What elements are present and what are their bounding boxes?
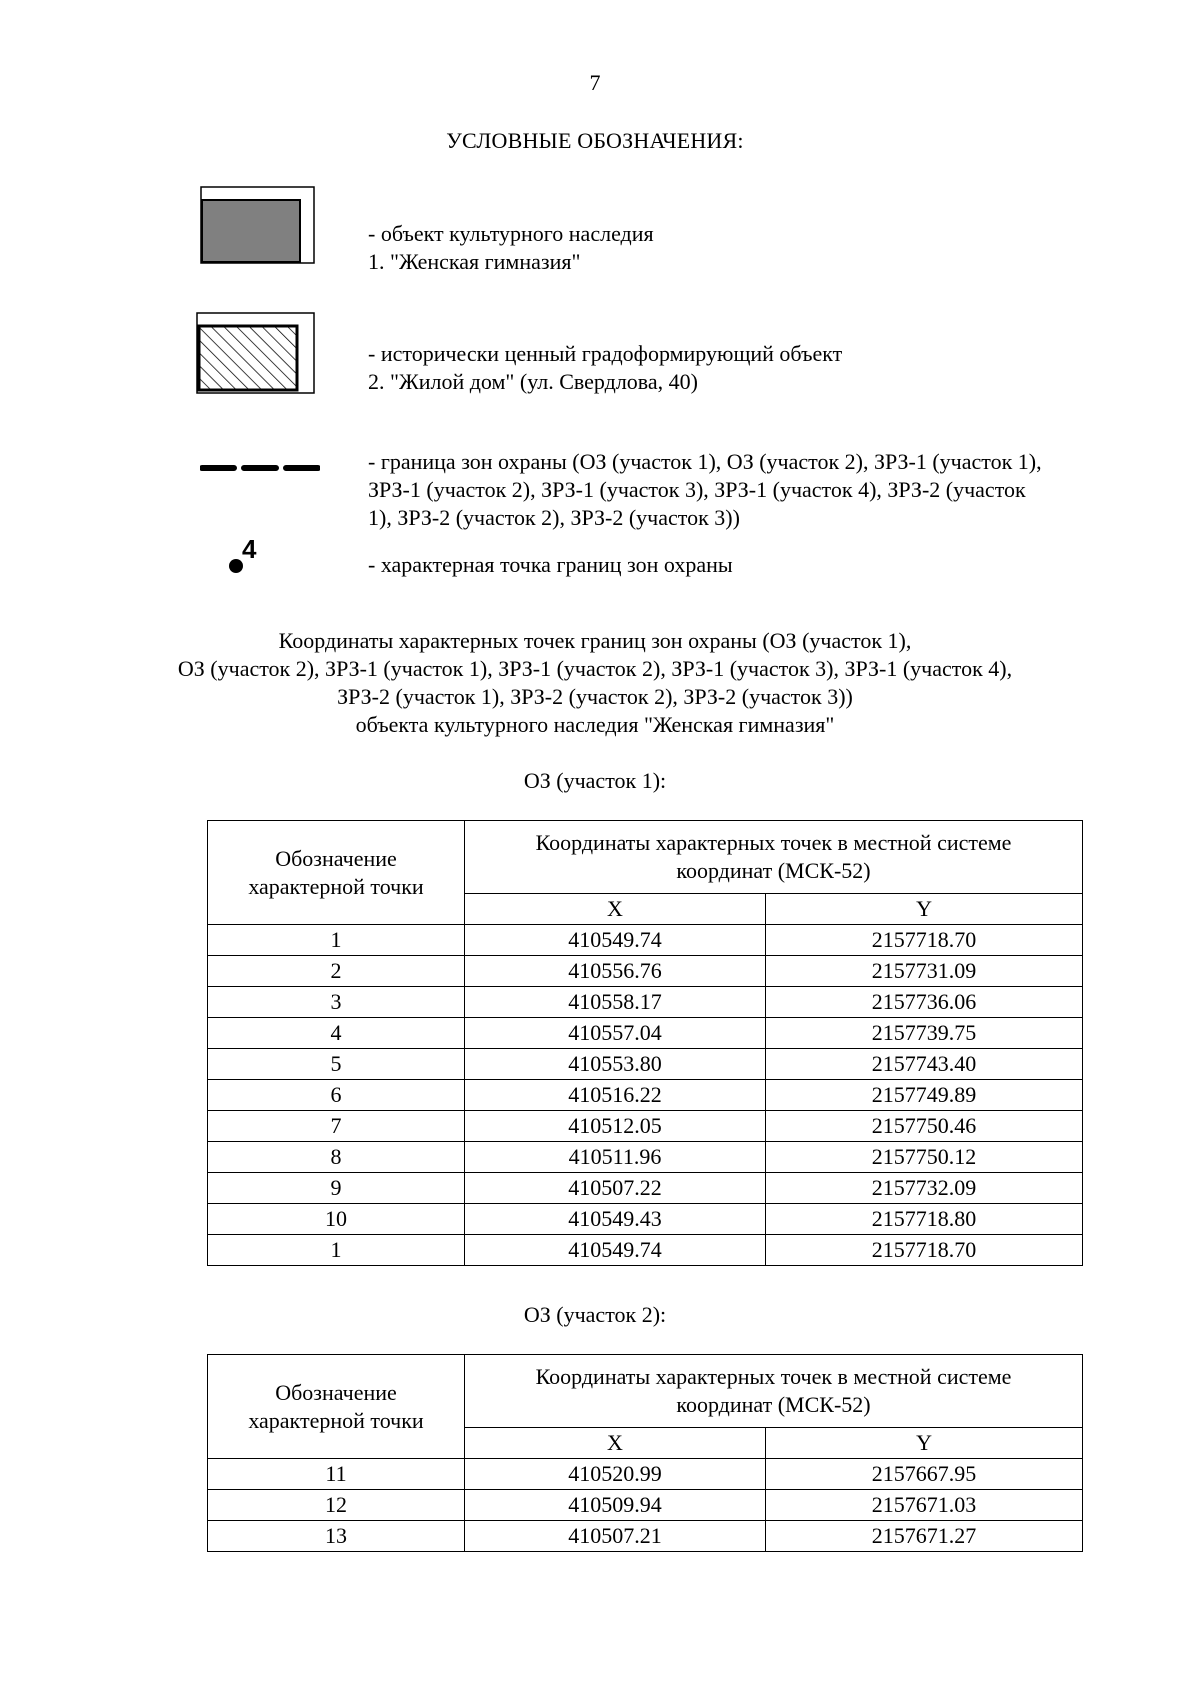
heading-line: ОЗ (участок 2), ЗРЗ-1 (участок 1), ЗРЗ-1 (участок 2), ЗРЗ-1 (участок 3), ЗРЗ-1 (участок 4), — [177, 656, 1013, 681]
cell-y: 2157718.80 — [766, 1204, 1083, 1235]
cell-y: 2157718.70 — [766, 925, 1083, 956]
section-title-oz-1: ОЗ (участок 1): — [523, 768, 667, 793]
table-row — [208, 1235, 1083, 1266]
cell-point: 5 — [208, 1049, 465, 1080]
cell-point: 8 — [208, 1142, 465, 1173]
cultural-heritage-object-icon — [200, 186, 320, 266]
cell-x: 410507.21 — [465, 1521, 766, 1552]
table-row — [208, 987, 1083, 1018]
legend-title: УСЛОВНЫЕ ОБОЗНАЧЕНИЯ: — [446, 128, 744, 153]
legend-item-historic-object — [368, 340, 1128, 396]
legend-line: - исторически ценный градоформирующий объект — [368, 341, 843, 366]
legend-line: - характерная точка границ зон охраны — [368, 552, 733, 577]
table-row — [208, 1142, 1083, 1173]
cell-x: 410549.74 — [465, 1235, 766, 1266]
cell-y: 2157750.46 — [766, 1111, 1083, 1142]
coordinates-table-oz-2 — [207, 1354, 1083, 1552]
table-row — [208, 1521, 1083, 1552]
cell-y: 2157750.12 — [766, 1142, 1083, 1173]
cell-point: 13 — [208, 1521, 465, 1552]
heading-line: объекта культурного наследия "Женская гимназия" — [355, 712, 835, 737]
cell-y: 2157732.09 — [766, 1173, 1083, 1204]
table-body — [208, 1459, 1083, 1552]
cell-point: 1 — [208, 1235, 465, 1266]
characteristic-point-symbol — [228, 534, 268, 580]
heading-line: Координаты характерных точек границ зон охраны (ОЗ (участок 1), — [278, 628, 912, 653]
cell-x: 410516.22 — [465, 1080, 766, 1111]
point-label: 4 — [242, 534, 257, 564]
cell-x: 410509.94 — [465, 1490, 766, 1521]
legend-line: ЗРЗ-1 (участок 2), ЗРЗ-1 (участок 3), ЗРЗ-1 (участок 4), ЗРЗ-2 (участок — [368, 477, 1026, 502]
cell-point: 2 — [208, 956, 465, 987]
header-x: X — [465, 894, 766, 925]
coordinates-heading — [0, 627, 1190, 739]
cell-y: 2157739.75 — [766, 1018, 1083, 1049]
legend-line: - граница зон охраны (ОЗ (участок 1), ОЗ (участок 2), ЗРЗ-1 (участок 1), — [368, 449, 1042, 474]
table-row — [208, 1173, 1083, 1204]
coordinates-table-oz-1 — [207, 820, 1083, 1266]
cell-x: 410520.99 — [465, 1459, 766, 1490]
cell-y: 2157743.40 — [766, 1049, 1083, 1080]
heading-line: ЗРЗ-2 (участок 1), ЗРЗ-2 (участок 2), ЗРЗ-2 (участок 3)) — [337, 684, 853, 709]
header-y: Y — [766, 1428, 1083, 1459]
legend-line: 2. "Жилой дом" (ул. Свердлова, 40) — [368, 369, 698, 394]
table-row — [208, 956, 1083, 987]
cell-y: 2157667.95 — [766, 1459, 1083, 1490]
cell-point: 3 — [208, 987, 465, 1018]
legend-item-zone-boundary — [368, 448, 1128, 532]
cell-y: 2157731.09 — [766, 956, 1083, 987]
table-body — [208, 925, 1083, 1266]
cell-x: 410557.04 — [465, 1018, 766, 1049]
table-row — [208, 1018, 1083, 1049]
legend-line: 1), ЗРЗ-2 (участок 2), ЗРЗ-2 (участок 3)) — [368, 505, 740, 530]
cell-x: 410556.76 — [465, 956, 766, 987]
cell-point: 4 — [208, 1018, 465, 1049]
cell-x: 410511.96 — [465, 1142, 766, 1173]
header-y: Y — [766, 894, 1083, 925]
legend-line: 1. "Женская гимназия" — [368, 249, 581, 274]
cell-point: 11 — [208, 1459, 465, 1490]
cell-point: 7 — [208, 1111, 465, 1142]
table-row — [208, 1111, 1083, 1142]
legend-item-cultural-heritage — [368, 220, 1128, 276]
legend-line: - объект культурного наследия — [368, 221, 654, 246]
cell-x: 410549.43 — [465, 1204, 766, 1235]
cell-point: 9 — [208, 1173, 465, 1204]
table-row — [208, 1080, 1083, 1111]
cell-x: 410558.17 — [465, 987, 766, 1018]
cell-y: 2157749.89 — [766, 1080, 1083, 1111]
cell-point: 1 — [208, 925, 465, 956]
header-point-designation: Обозначение характерной точки — [208, 1355, 465, 1459]
dashed-boundary-line-icon — [200, 462, 320, 474]
cell-x: 410507.22 — [465, 1173, 766, 1204]
table-row — [208, 1490, 1083, 1521]
cell-point: 12 — [208, 1490, 465, 1521]
cell-y: 2157671.27 — [766, 1521, 1083, 1552]
historic-valuable-object-icon — [196, 312, 320, 396]
header-coordinates: Координаты характерных точек в местной системе координат (МСК-52) — [465, 1355, 1083, 1428]
header-coordinates: Координаты характерных точек в местной системе координат (МСК-52) — [465, 821, 1083, 894]
cell-y: 2157671.03 — [766, 1490, 1083, 1521]
cell-point: 6 — [208, 1080, 465, 1111]
cell-x: 410553.80 — [465, 1049, 766, 1080]
table-row — [208, 1049, 1083, 1080]
header-x: X — [465, 1428, 766, 1459]
cell-point: 10 — [208, 1204, 465, 1235]
cell-x: 410549.74 — [465, 925, 766, 956]
table-row — [208, 925, 1083, 956]
cell-x: 410512.05 — [465, 1111, 766, 1142]
section-title-oz-2: ОЗ (участок 2): — [523, 1302, 667, 1327]
legend-item-characteristic-point — [368, 551, 1128, 579]
page-number: 7 — [589, 70, 601, 95]
cell-y: 2157718.70 — [766, 1235, 1083, 1266]
header-point-designation: Обозначение характерной точки — [208, 821, 465, 925]
table-row — [208, 1459, 1083, 1490]
cell-y: 2157736.06 — [766, 987, 1083, 1018]
table-row — [208, 1204, 1083, 1235]
